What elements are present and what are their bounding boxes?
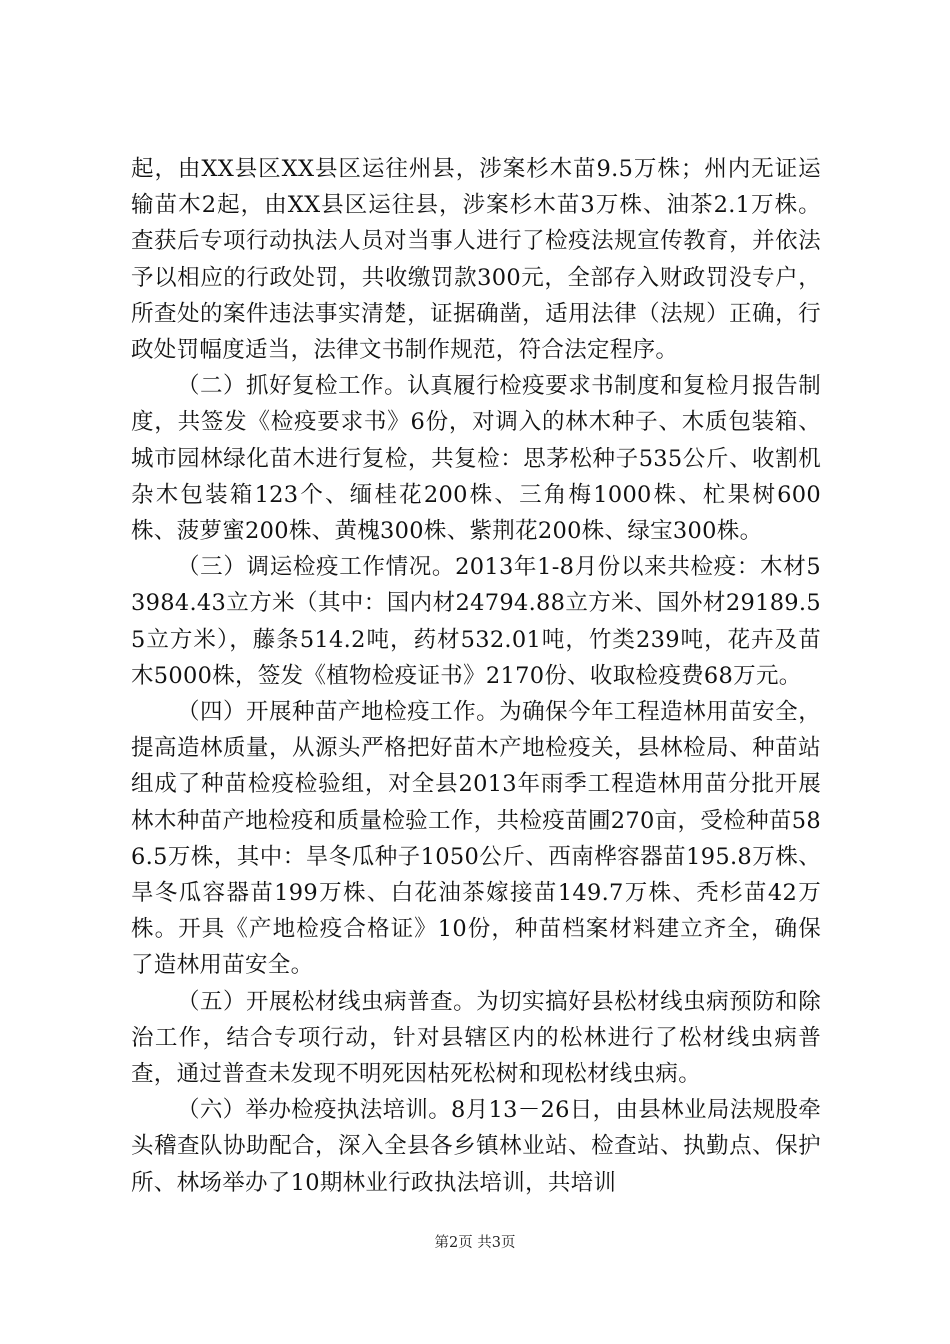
paragraph-pine-wilt-survey: （五）开展松材线虫病普查。为切实搞好县松材线虫病预防和除治工作，结合专项行动，针对县辖区内的松林进行了松材线虫病普查，通过普查未发现不明死因枯死松树和现松材线虫病。 — [131, 988, 821, 1088]
paragraph-transport-quarantine: （三）调运检疫工作情况。2013年1-8月份以来共检疫：木材53984.43立方米（其中：国内材24794.88立方米、国外材29189.55立方米），藤条514.2吨，药材532.01吨，竹类239吨，花卉及苗木5000株，签发《植物检疫证书》2170份、收取检疫费68万元。 — [131, 554, 821, 689]
paragraph-enforcement-training: （六）举办检疫执法培训。8月13－26日，由县林业局法规股牵头稽查队协助配合，深入全县各乡镇林业站、检查站、执勤点、保护所、林场举办了10期林业行政执法培训，共培训 — [131, 1097, 821, 1196]
paragraph-seedling-origin-quarantine: （四）开展种苗产地检疫工作。为确保今年工程造林用苗安全，提高造林质量，从源头严格把好苗木产地检疫关，县林检局、种苗站组成了种苗检疫检验组，对全县2013年雨季工程造林用苗分批开展林木种苗产地检疫和质量检验工作，共检疫苗圃270亩，受检种苗586.5万株，其中：旱冬瓜种子1050公斤、西南桦容器苗195.8万株、旱冬瓜容器苗199万株、白花油茶嫁接苗149.7万株、秃杉苗42万株。开具《产地检疫合格证》10份，种苗档案材料建立齐全，确保了造林用苗安全。 — [131, 699, 821, 979]
paragraph-recheck-work: （二）抓好复检工作。认真履行检疫要求书制度和复检月报告制度，共签发《检疫要求书》6份，对调入的林木种子、木质包装箱、城市园林绿化苗木进行复检，共复检：思茅松种子535公斤、收割机杂木包装箱123个、缅桂花200株、三角梅1000株、杧果树600株、菠萝蜜200株、黄槐300株、紫荆花200株、绿宝300株。 — [131, 373, 821, 545]
document-body — [131, 151, 821, 1201]
paragraph-continuation: 起，由XX县区XX县区运往州县，涉案杉木苗9.5万株；州内无证运输苗木2起，由XX县区运往县，涉案杉木苗3万株、油茶2.1万株。查获后专项行动执法人员对当事人进行了检疫法规宣传教育，并依法予以相应的行政处罚，共收缴罚款300元，全部存入财政罚没专户，所查处的案件违法事实清楚，证据确凿，适用法律（法规）正确，行政处罚幅度适当，法律文书制作规范，符合法定程序。 — [131, 156, 821, 364]
page-number-footer: 第2页 共3页 — [434, 1235, 516, 1251]
